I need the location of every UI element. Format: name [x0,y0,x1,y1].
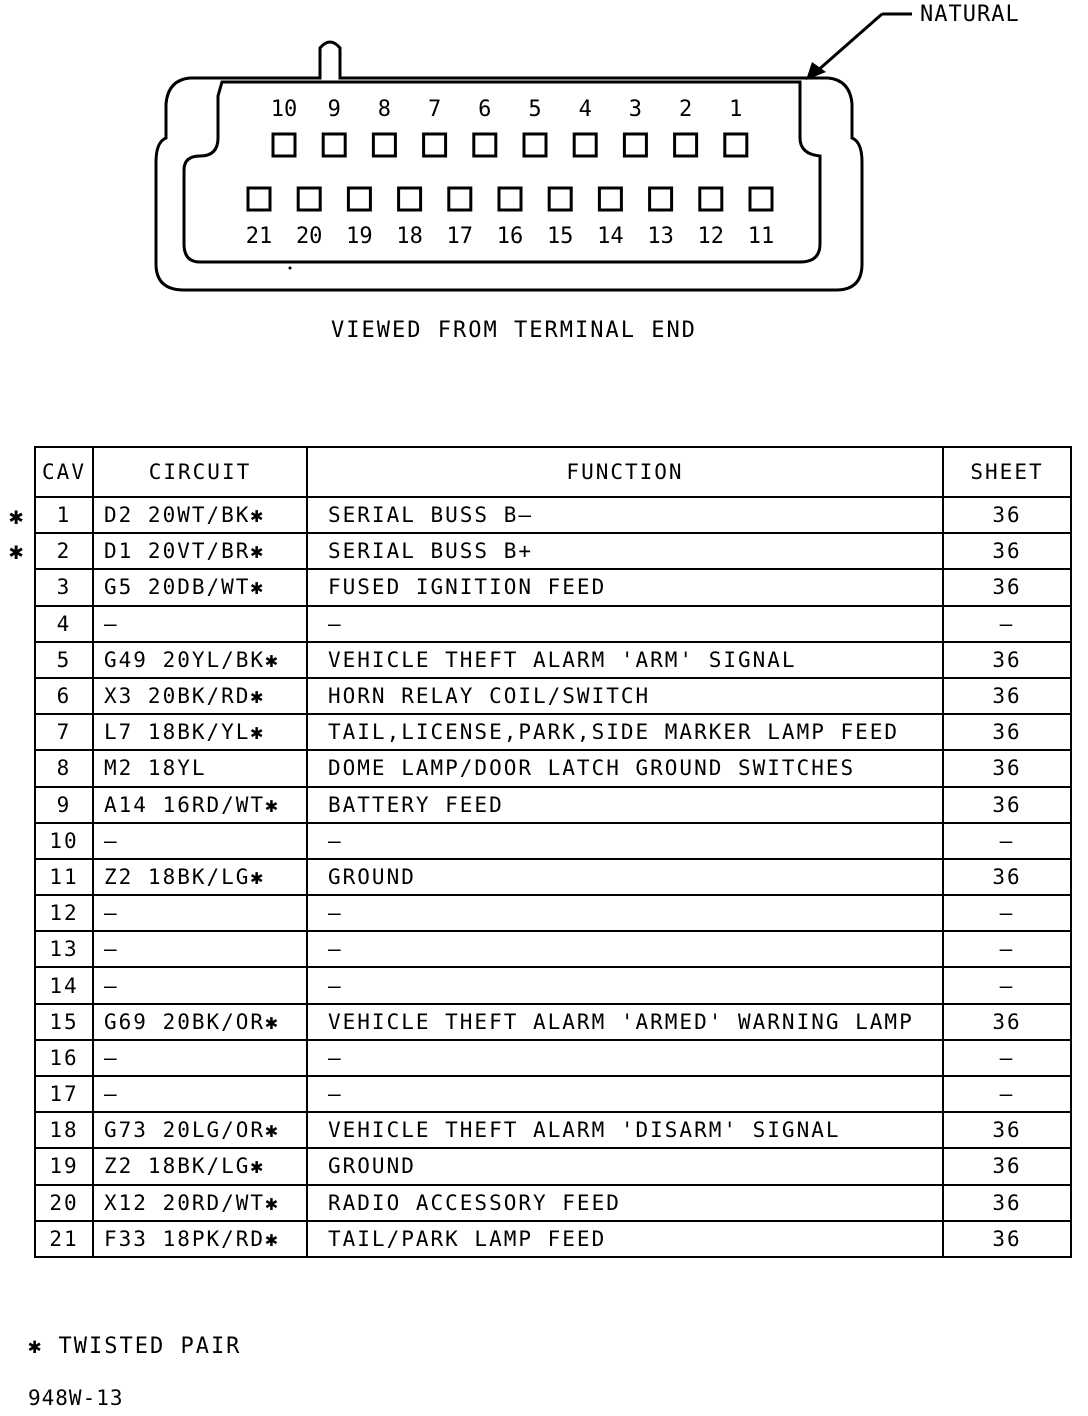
function-cell: RADIO ACCESSORY FEED [307,1185,943,1221]
table-row [35,569,1071,605]
function-cell: VEHICLE THEFT ALARM 'ARMED' WARNING LAMP [307,1004,943,1040]
cav-cell: 8 [35,750,93,786]
pin-cavity [474,134,496,156]
pin-cavity [273,134,295,156]
function-cell: VEHICLE THEFT ALARM 'DISARM' SIGNAL [307,1112,943,1148]
circuit-cell: Z2 18BK/LG✱ [93,1148,307,1184]
pin-cavity [298,188,320,210]
circuit-cell: G69 20BK/OR✱ [93,1004,307,1040]
sheet-cell: 36 [943,1221,1071,1257]
pin-cavity [248,188,270,210]
table-row [35,1148,1071,1184]
pin-number-label: 6 [478,97,492,122]
sheet-cell: 36 [943,1148,1071,1184]
pin-cavity [750,188,772,210]
circuit-cell: X3 20BK/RD✱ [93,678,307,714]
pin-number-label: 10 [270,97,298,122]
pin-cavity [449,188,471,210]
cav-cell: 20 [35,1185,93,1221]
function-cell: TAIL/PARK LAMP FEED [307,1221,943,1257]
sheet-cell: 36 [943,750,1071,786]
circuit-cell: X12 20RD/WT✱ [93,1185,307,1221]
function-cell: — [307,967,943,1003]
function-cell: FUSED IGNITION FEED [307,569,943,605]
callout-leader-line-diagonal [816,14,882,72]
footnote-twisted-pair: ✱ TWISTED PAIR [28,1334,242,1359]
sheet-cell: 36 [943,642,1071,678]
circuit-cell: D2 20WT/BK✱ [93,497,307,533]
function-cell: HORN RELAY COIL/SWITCH [307,678,943,714]
circuit-cell: F33 18PK/RD✱ [93,1221,307,1257]
table-row [35,895,1071,931]
table-row [35,1076,1071,1112]
circuit-cell: G73 20LG/OR✱ [93,1112,307,1148]
circuit-cell: — [93,1076,307,1112]
function-cell: — [307,823,943,859]
function-cell: — [307,606,943,642]
stray-dot [289,267,292,270]
cav-cell: 4 [35,606,93,642]
pin-number-label: 11 [747,224,775,249]
pin-number-label: 2 [678,97,693,122]
sheet-cell: 36 [943,787,1071,823]
function-cell: VEHICLE THEFT ALARM 'ARM' SIGNAL [307,642,943,678]
pin-number-label: 14 [597,224,624,249]
circuit-cell: G5 20DB/WT✱ [93,569,307,605]
table-row [35,1004,1071,1040]
cav-cell: 16 [35,1040,93,1076]
circuit-cell: — [93,931,307,967]
pin-cavity [599,188,621,210]
twisted-pair-mark-row-2: ✱ [9,537,24,565]
pin-number-label: 19 [346,224,373,249]
pin-cavity [323,134,345,156]
circuit-cell: — [93,1040,307,1076]
cav-cell: 15 [35,1004,93,1040]
table-row [35,967,1071,1003]
pin-number-label: 3 [628,97,643,122]
cav-cell: 2 [35,533,93,569]
cav-cell: 11 [35,859,93,895]
cav-cell: 19 [35,1148,93,1184]
figure-id: 948W-13 [28,1386,124,1410]
circuit-cell: Z2 18BK/LG✱ [93,859,307,895]
header-cav: CAV [35,447,93,497]
sheet-cell: 36 [943,1004,1071,1040]
header-sheet: SHEET [943,447,1071,497]
function-cell: TAIL,LICENSE,PARK,SIDE MARKER LAMP FEED [307,714,943,750]
table-row [35,859,1071,895]
function-cell: SERIAL BUSS B— [307,497,943,533]
sheet-cell: 36 [943,497,1071,533]
pin-number-label: 7 [427,97,442,122]
pin-cavity [348,188,370,210]
function-cell: — [307,931,943,967]
pin-cavity [424,134,446,156]
pin-cavity [499,188,521,210]
function-cell: SERIAL BUSS B+ [307,533,943,569]
circuit-cell: M2 18YL [93,750,307,786]
pin-number-label: 5 [528,97,542,122]
pin-cavity [399,188,421,210]
cav-cell: 3 [35,569,93,605]
sheet-cell: — [943,895,1071,931]
cav-cell: 5 [35,642,93,678]
pin-cavity [524,134,546,156]
pin-number-label: 21 [245,224,273,249]
sheet-cell: — [943,823,1071,859]
sheet-cell: 36 [943,533,1071,569]
function-cell: GROUND [307,859,943,895]
sheet-cell: — [943,606,1071,642]
cav-cell: 13 [35,931,93,967]
pin-number-label: 20 [295,224,323,249]
cav-cell: 1 [35,497,93,533]
pin-cavity [725,134,747,156]
table-row [35,714,1071,750]
pin-number-label: 9 [327,97,341,122]
cav-cell: 9 [35,787,93,823]
twisted-pair-mark-row-1: ✱ [9,502,24,530]
pin-number-label: 12 [697,224,725,249]
pin-cavity [549,188,571,210]
pin-cavity [650,188,672,210]
view-label: VIEWED FROM TERMINAL END [331,318,697,343]
cav-cell: 17 [35,1076,93,1112]
pin-number-label: 16 [496,224,524,249]
pin-number-label: 18 [396,224,423,249]
cav-cell: 18 [35,1112,93,1148]
pin-cavity [574,134,596,156]
connector-outer-shell [156,42,862,290]
circuit-cell: — [93,823,307,859]
sheet-cell: 36 [943,569,1071,605]
table-row [35,931,1071,967]
pin-number-label: 1 [729,97,743,122]
table-row [35,533,1071,569]
table-row [35,823,1071,859]
circuit-cell: — [93,895,307,931]
table-row [35,606,1071,642]
pin-cavity [624,134,646,156]
table-row [35,497,1071,533]
pin-cavity [373,134,395,156]
function-cell: — [307,1040,943,1076]
function-cell: BATTERY FEED [307,787,943,823]
sheet-cell: 36 [943,1112,1071,1148]
sheet-cell: — [943,1076,1071,1112]
sheet-cell: 36 [943,859,1071,895]
table-row [35,642,1071,678]
cav-cell: 14 [35,967,93,1003]
circuit-cell: G49 20YL/BK✱ [93,642,307,678]
function-cell: DOME LAMP/DOOR LATCH GROUND SWITCHES [307,750,943,786]
sheet-cell: 36 [943,678,1071,714]
pin-number-label: 17 [446,224,474,249]
pin-cavity [700,188,722,210]
pin-number-label: 8 [377,97,392,122]
pin-number-label: 4 [578,97,592,122]
table-header-row [35,447,1071,497]
function-cell: GROUND [307,1148,943,1184]
connector-diagram [0,0,1088,440]
circuit-cell: — [93,606,307,642]
sheet-cell: — [943,1040,1071,1076]
table-row [35,1040,1071,1076]
cav-cell: 10 [35,823,93,859]
table-row [35,1185,1071,1221]
header-function: FUNCTION [307,447,943,497]
pin-number-label: 15 [546,224,574,249]
table-row [35,1221,1071,1257]
circuit-cell: — [93,967,307,1003]
header-circuit: CIRCUIT [93,447,307,497]
sheet-cell: — [943,967,1071,1003]
table-row [35,1112,1071,1148]
function-cell: — [307,895,943,931]
table-row [35,678,1071,714]
function-cell: — [307,1076,943,1112]
table-row [35,750,1071,786]
circuit-cell: L7 18BK/YL✱ [93,714,307,750]
cav-cell: 7 [35,714,93,750]
table-row [35,787,1071,823]
pinout-table [34,446,1072,1258]
pin-number-label: 13 [647,224,674,249]
callout-label-natural: NATURAL [920,2,1020,27]
sheet-cell: 36 [943,1185,1071,1221]
pin-cavity [675,134,697,156]
sheet-cell: 36 [943,714,1071,750]
circuit-cell: D1 20VT/BR✱ [93,533,307,569]
cav-cell: 6 [35,678,93,714]
cav-cell: 12 [35,895,93,931]
cav-cell: 21 [35,1221,93,1257]
circuit-cell: A14 16RD/WT✱ [93,787,307,823]
sheet-cell: — [943,931,1071,967]
